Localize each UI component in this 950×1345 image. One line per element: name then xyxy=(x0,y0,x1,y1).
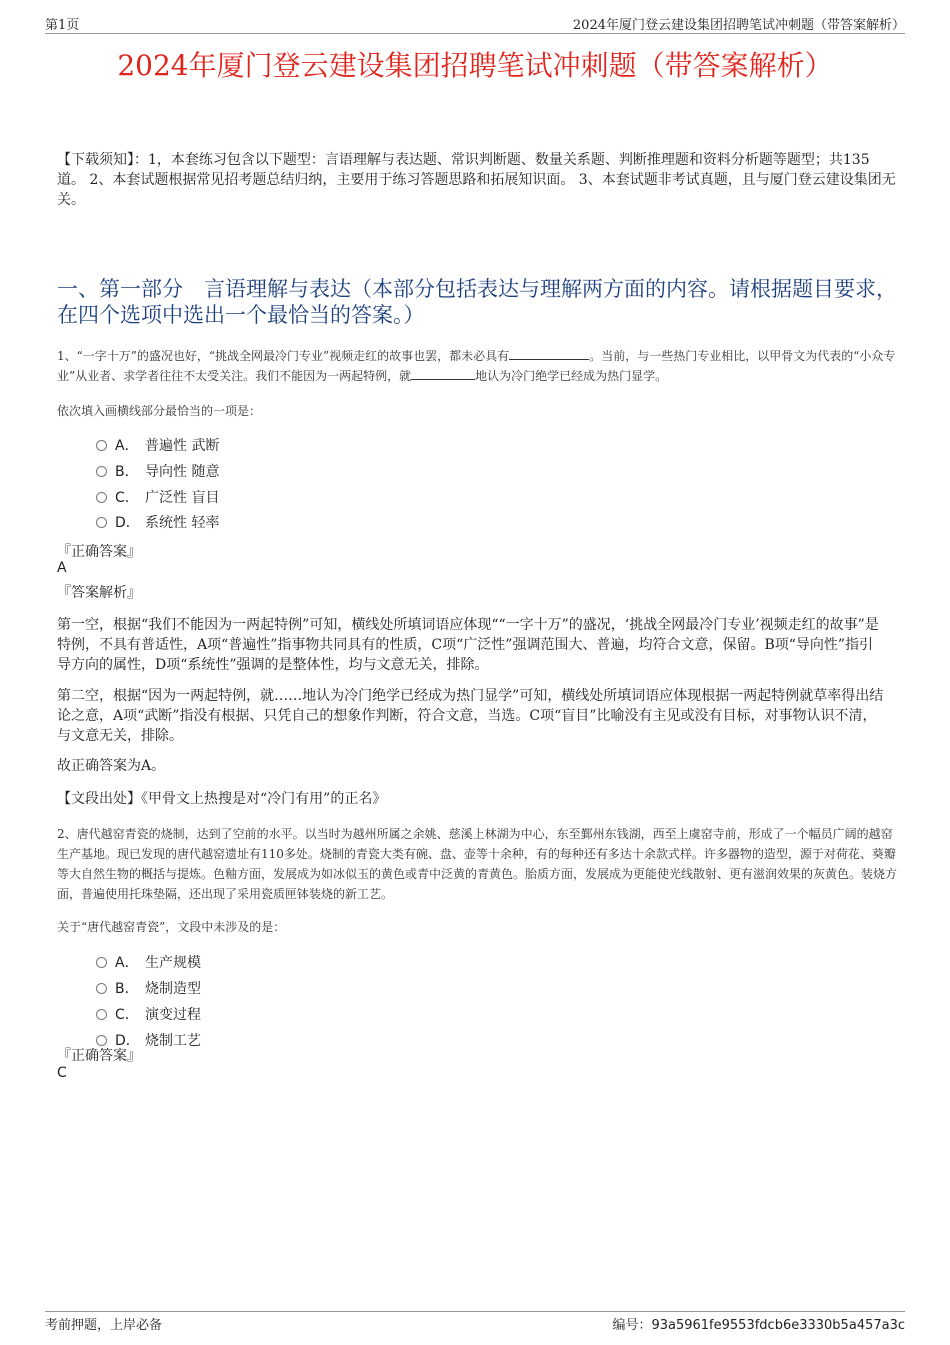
header-divider xyxy=(45,33,905,34)
footer-code xyxy=(612,1314,905,1333)
radio-icon[interactable] xyxy=(96,492,107,503)
question-2-prompt: 关于“唐代越窑青瓷”，文段中未涉及的是： xyxy=(57,920,286,934)
option-letter: A． xyxy=(115,438,139,454)
q1-source: 【文段出处】《甲骨文上热搜是对“冷门有用”的正名》 xyxy=(57,791,387,807)
q1-option-d[interactable] xyxy=(96,514,219,532)
radio-icon[interactable] xyxy=(96,440,107,451)
option-text: 普遍性 武断 xyxy=(145,438,220,454)
radio-icon[interactable] xyxy=(96,983,107,994)
option-text: 演变过程 xyxy=(145,1007,201,1023)
question-1-text-part-a: 1、“一字十万”的盛况也好，“挑战全网最冷门专业”视频走红的故事也罢，都未必具有 xyxy=(57,349,510,363)
footer-code-label: 编号： xyxy=(612,1318,652,1333)
footer-slogan: 考前押题，上岸必备 xyxy=(45,1318,163,1333)
fill-blank-1 xyxy=(509,347,589,360)
question-1-prompt: 依次填入画横线部分最恰当的一项是： xyxy=(57,404,262,418)
option-letter: B． xyxy=(115,464,139,480)
question-1-text xyxy=(57,346,897,386)
q2-answer: C xyxy=(57,1065,67,1081)
section-heading: 一、第一部分 言语理解与表达（本部分包括表达与理解两方面的内容。请根据题目要求，在四个选项中选出一个最恰当的答案。） xyxy=(57,277,897,327)
option-letter: D． xyxy=(115,1033,140,1049)
question-1-text-part-b: 。当前，与一些热门专业相比，以甲骨文为代表的“小众专业”从业者、求学者往往不太受关注。我们不能因为一两起特例，就 xyxy=(57,349,896,383)
q1-answer-label: 『正确答案』 xyxy=(57,544,141,560)
q1-option-b[interactable] xyxy=(96,463,219,481)
q1-analysis-paragraph-2: 第二空，根据“因为一两起特例，就……地认为冷门绝学已经成为热门显学”可知，横线处所填词语应体现根据一两起特例就草率得出结论之意，A项“武断”指没有根据、只凭自己的想象作判断，符合文意，当选。C项“盲目”比喻没有主见或没有目标，对事物认识不清，与文意无关，排除。 xyxy=(57,688,884,744)
header-doc-title: 2024年厦门登云建设集团招聘笔试冲刺题（带答案解析） xyxy=(572,18,905,33)
radio-icon[interactable] xyxy=(96,517,107,528)
option-text: 烧制工艺 xyxy=(145,1033,201,1049)
document-title: 2024年厦门登云建设集团招聘笔试冲刺题（带答案解析） xyxy=(117,49,833,82)
option-letter: C． xyxy=(115,1007,139,1023)
q1-option-a[interactable] xyxy=(96,437,219,455)
q1-conclusion: 故正确答案为A。 xyxy=(57,758,166,774)
radio-icon[interactable] xyxy=(96,1009,107,1020)
question-1-text-part-c: 地认为冷门绝学已经成为热门显学。 xyxy=(475,369,668,383)
q2-answer-label: 『正确答案』 xyxy=(57,1048,141,1064)
option-text: 导向性 随意 xyxy=(145,464,220,480)
q2-option-b[interactable] xyxy=(96,980,201,998)
option-letter: B． xyxy=(115,981,139,997)
q2-option-a[interactable] xyxy=(96,954,201,972)
question-2-text: 2、唐代越窑青瓷的烧制，达到了空前的水平。以当时为越州所属之余姚、慈溪上林湖为中心，东至鄞州东钱湖，西至上虞窑寺前，形成了一个幅员广阔的越窑生产基地。现已发现的唐代越窑遗址有110多处。烧制的青瓷大类有碗、盘、壶等十余种，有的每种还有多达十余款式样。许多器物的造型，源于对荷花、葵瓣等大自然生物的概括与提炼。色釉方面，发展成为如冰似玉的黄色或青中泛黄的青黄色。胎质方面，发展成为更能使光线散射、更有滋润效果的灰黄色。装烧方面，普遍使用托珠垫隔，还出现了采用瓷质匣钵装烧的新工艺。 xyxy=(57,827,898,901)
option-text: 广泛性 盲目 xyxy=(145,490,220,506)
q1-answer: A xyxy=(57,560,67,576)
page-number: 第1页 xyxy=(45,18,80,33)
option-text: 烧制造型 xyxy=(145,981,201,997)
q2-option-c[interactable] xyxy=(96,1006,201,1024)
option-letter: A． xyxy=(115,955,139,971)
option-letter: C． xyxy=(115,490,139,506)
option-text: 生产规模 xyxy=(145,955,201,971)
option-text: 系统性 轻率 xyxy=(145,515,220,531)
download-notice: 【下载须知】：1，本套练习包含以下题型：言语理解与表达题、常识判断题、数量关系题、判断推理题和资料分析题等题型；共135道。 2、本套试题根据常见招考题总结归纳，主要用于练习答题思路和拓展知识面。 3、本套试题非考试真题，且与厦门登云建设集团无关。 xyxy=(57,152,896,208)
option-letter: D． xyxy=(115,515,140,531)
footer-code-value: 93a5961fe9553fdcb6e3330b5a457a3c xyxy=(651,1318,905,1333)
footer-divider xyxy=(45,1311,905,1312)
fill-blank-2 xyxy=(411,367,475,380)
q1-analysis-label: 『答案解析』 xyxy=(57,585,141,601)
radio-icon[interactable] xyxy=(96,466,107,477)
q1-analysis-paragraph-1: 第一空，根据“我们不能因为一两起特例”可知，横线处所填词语应体现““一字十万”的盛况，‘挑战全网最冷门专业’视频走红的故事”是特例，不具有普适性，A项“普遍性”指事物共同具有的性质，C项“广泛性”强调范围大、普遍，均符合文意，保留。B项“导向性”指引导方向的属性，D项“系统性”强调的是整体性，均与文意无关，排除。 xyxy=(57,617,879,673)
q1-option-c[interactable] xyxy=(96,489,219,507)
radio-icon[interactable] xyxy=(96,957,107,968)
